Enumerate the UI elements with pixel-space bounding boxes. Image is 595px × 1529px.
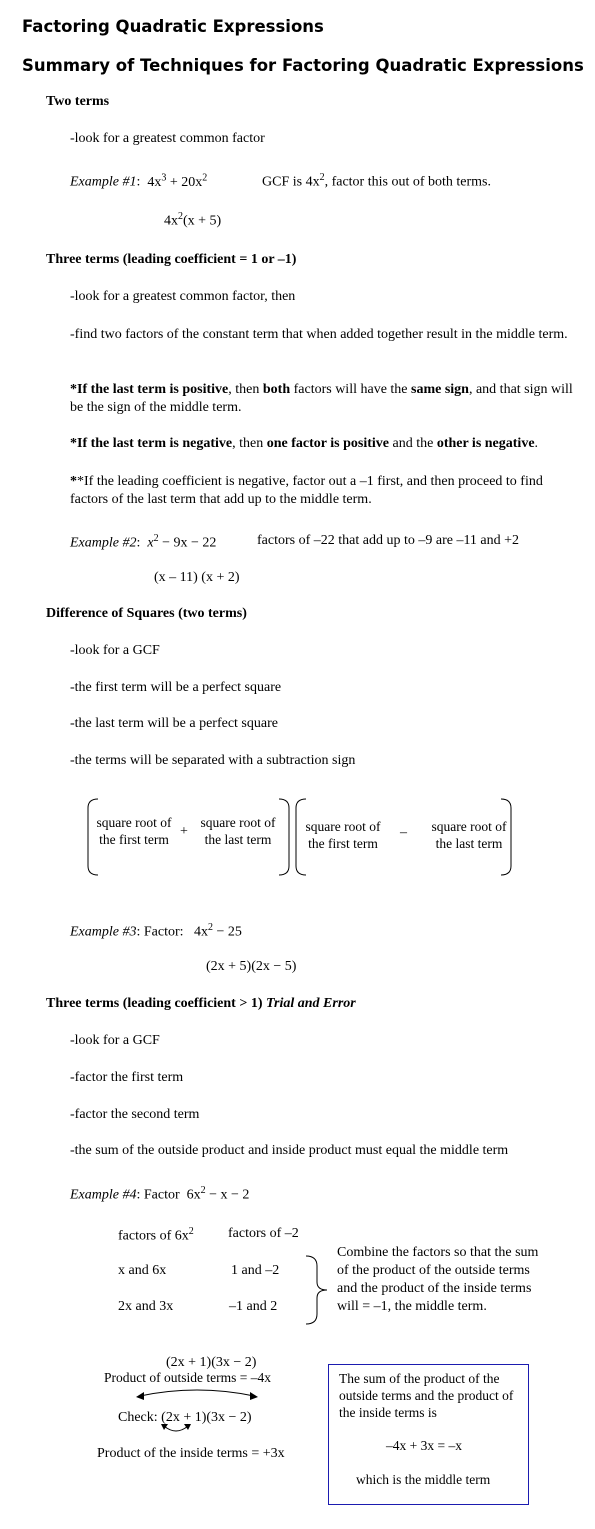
example-2-result: (x – 11) (x + 2) xyxy=(154,570,240,585)
step-text: -the terms will be separated with a subtraction sign xyxy=(70,753,356,768)
step-text: -look for a greatest common factor, then xyxy=(70,289,296,304)
example-2-note: factors of –22 that add up to –9 are –11 and +2 xyxy=(257,533,520,548)
box2-operator: – xyxy=(400,825,407,840)
step-text: -factor the second term xyxy=(70,1107,200,1122)
outside-product-label: Product of outside terms = –4x xyxy=(104,1370,271,1385)
step-text: -look for a GCF xyxy=(70,1033,160,1048)
example-1: Example #1: $4x^3 + 20x^2$ xyxy=(70,172,208,190)
box2-first-term: square root of the first term xyxy=(305,819,381,851)
rule-leading-negative: **If the leading coefficient is negative, factor out a –1 first, and then proceed to find factors of the last term that add up to the middle term. xyxy=(70,474,543,507)
box-equation: –4x + 3x = –x xyxy=(386,1438,462,1453)
table-cell: x and 6x xyxy=(118,1263,167,1278)
table-header-factors-first: factors of $6x^2$ xyxy=(118,1226,194,1244)
page-title: Factoring Quadratic Expressions xyxy=(22,17,324,36)
gcf-note: GCF is $4x^2$, factor this out of both terms. xyxy=(262,172,491,190)
step-text: -factor the first term xyxy=(70,1070,184,1085)
page-subtitle: Summary of Techniques for Factoring Quadratic Expressions xyxy=(22,56,584,75)
box1-first-term: square root of the first term xyxy=(96,815,172,847)
table-cell: –1 and 2 xyxy=(229,1299,278,1314)
rule-negative: *If the last term is negative, then one factor is positive and the other is negative. xyxy=(70,436,539,451)
section-heading-trial-error: Three terms (leading coefficient > 1) Trial and Error xyxy=(46,996,356,1011)
combine-note: Combine the factors so that the sum of the product of the outside terms and the product of the inside terms will = –1, the middle term. xyxy=(337,1245,539,1314)
step-text: -look for a greatest common factor xyxy=(70,131,265,146)
step-text: -find two factors of the constant term that when added together result in the middle term. xyxy=(70,327,568,342)
box1-last-term: square root of the last term xyxy=(200,815,276,847)
curly-brace-icon xyxy=(303,1254,333,1326)
box2-last-term: square root of the last term xyxy=(431,819,507,851)
top-product: (2x + 1)(3x − 2) xyxy=(166,1355,257,1370)
inside-product-label: Product of the inside terms = +3x xyxy=(97,1446,285,1461)
example-2: Example #2: $x^2 - 9x - 22$ xyxy=(70,533,217,551)
step-text: -look for a GCF xyxy=(70,643,160,658)
section-heading-diff-squares: Difference of Squares (two terms) xyxy=(46,606,247,621)
step-text: -the first term will be a perfect square xyxy=(70,680,282,695)
step-text: -the last term will be a perfect square xyxy=(70,716,278,731)
example-1-result: $4x^2(x + 5)$ xyxy=(164,211,222,229)
rule-positive: *If the last term is positive, then both factors will have the same sign, and that sign will be the sign of the middle term. xyxy=(70,382,573,415)
example-3-result: (2x + 5)(2x − 5) xyxy=(206,959,297,974)
section-heading-three-terms: Three terms (leading coefficient = 1 or –1) xyxy=(46,252,297,267)
section-heading-two-terms: Two terms xyxy=(46,94,110,109)
table-cell: 1 and –2 xyxy=(231,1263,280,1278)
box-explanation: The sum of the product of the outside terms and the product of the inside terms is xyxy=(339,1371,514,1420)
math-expr: $4x^3 + 20x^2$ xyxy=(147,172,208,190)
example-3: Example #3: Factor: $4x^2 - 25$ xyxy=(70,922,242,940)
table-cell: 2x and 3x xyxy=(118,1299,174,1314)
example-label: Example #1 xyxy=(70,174,137,190)
step-text: -the sum of the outside product and inside product must equal the middle term xyxy=(70,1143,509,1158)
example-4: Example #4: Factor $6x^2 - x - 2$ xyxy=(70,1185,250,1203)
box-tail: which is the middle term xyxy=(356,1472,491,1487)
table-header-factors-last: factors of –2 xyxy=(228,1226,299,1241)
box1-operator: + xyxy=(180,824,188,839)
check-label: Check: (2x + 1)(3x − 2) xyxy=(118,1410,252,1425)
